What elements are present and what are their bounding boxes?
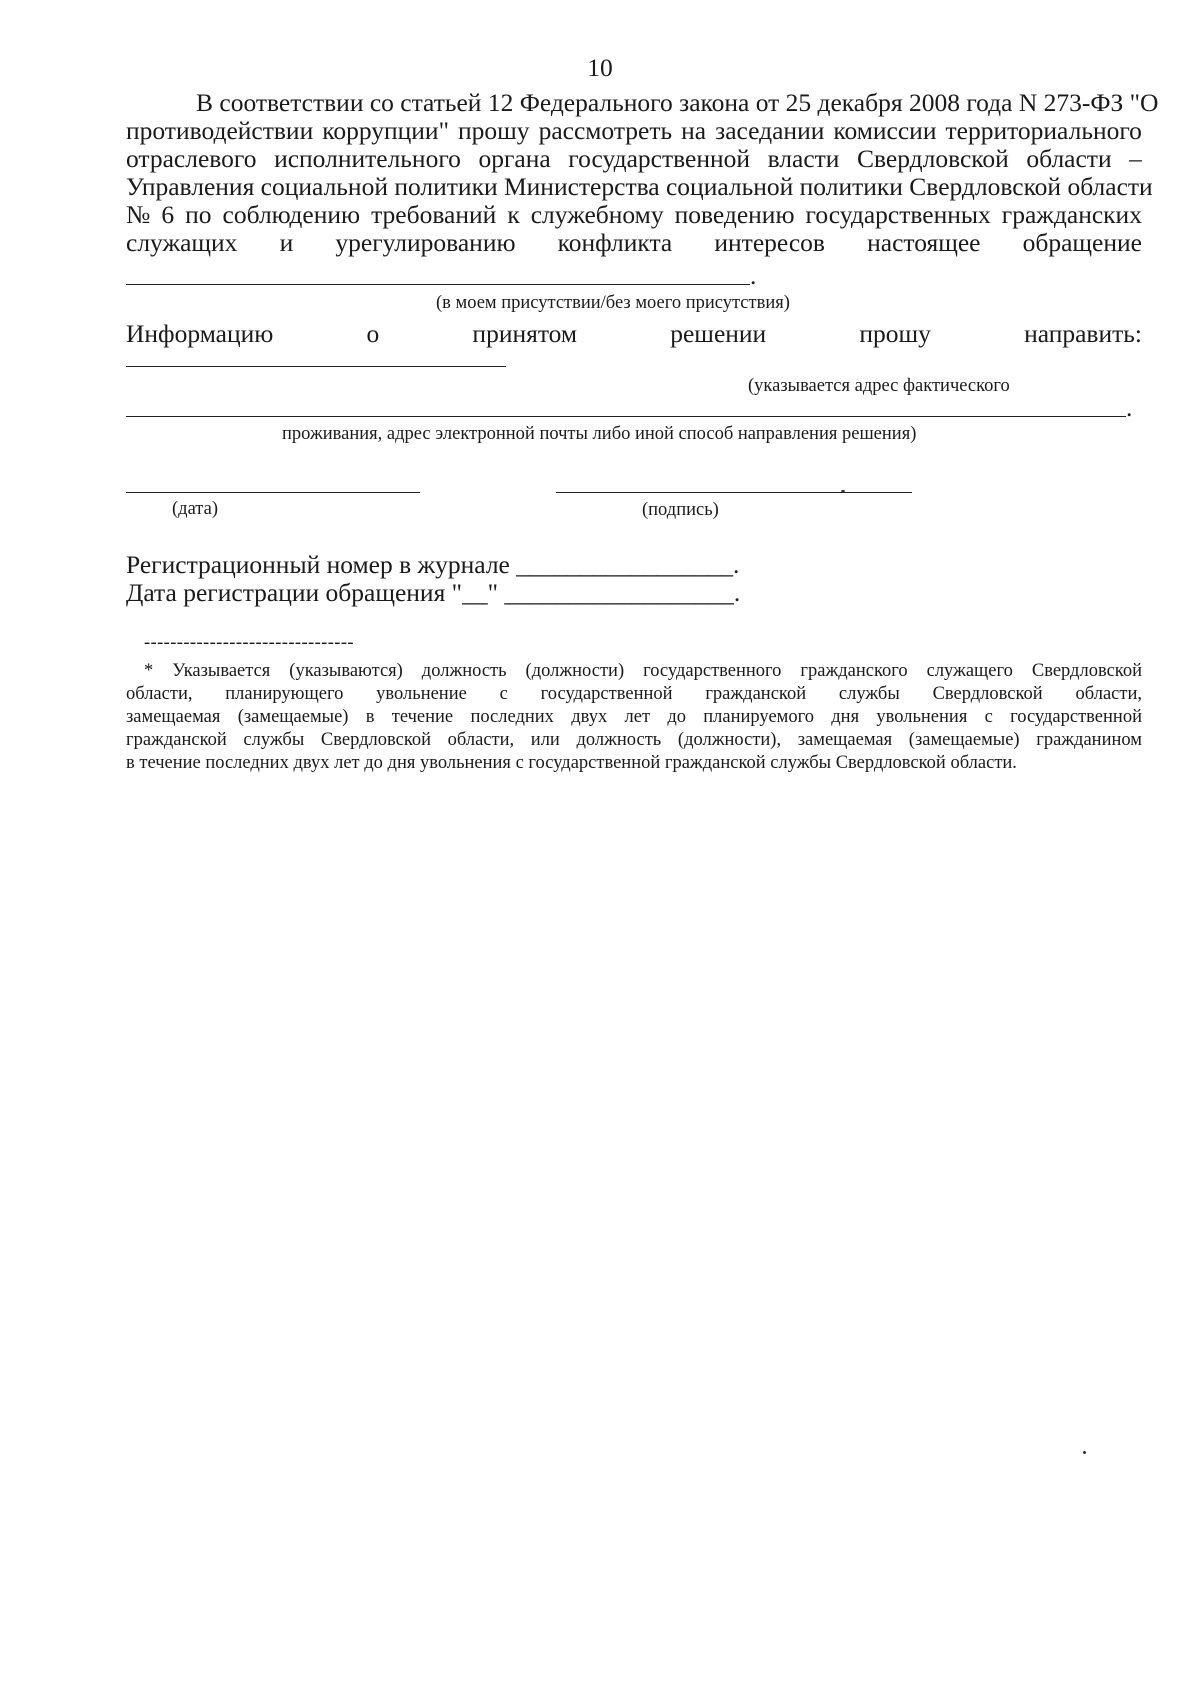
word: поведению bbox=[674, 200, 795, 229]
word: лет bbox=[624, 707, 651, 727]
word: до bbox=[667, 707, 686, 727]
signature-fill-line bbox=[556, 492, 912, 493]
word: гражданских bbox=[1001, 200, 1142, 229]
body-line-4: Управления социальной политики Министерства социальной политики Свердловской области bbox=[126, 172, 1153, 201]
page-number: 10 bbox=[587, 53, 613, 82]
footnote-line-2 bbox=[126, 683, 1142, 705]
word: по bbox=[185, 200, 212, 229]
footnote-line-3 bbox=[126, 706, 1142, 728]
word: органа bbox=[478, 144, 551, 173]
word: обращение bbox=[1022, 228, 1142, 257]
word: увольнение bbox=[376, 684, 467, 704]
address-caption-2: проживания, адрес электронной почты либо иной способ направления решения) bbox=[282, 424, 917, 444]
word: противодействии bbox=[126, 116, 314, 145]
word: области bbox=[1026, 144, 1112, 173]
word: прошу bbox=[859, 319, 931, 348]
word: двух bbox=[571, 707, 608, 727]
word: решении bbox=[670, 319, 767, 348]
word: с bbox=[984, 707, 993, 727]
word: планирующего bbox=[225, 684, 344, 704]
word: увольнения bbox=[876, 707, 968, 727]
word: области, bbox=[1075, 684, 1142, 704]
signature-caption: (подпись) bbox=[642, 500, 719, 520]
address-line-end: . bbox=[1126, 393, 1133, 422]
presence-line-end: . bbox=[750, 261, 757, 290]
word: комиссии bbox=[833, 116, 937, 145]
address-fill-line bbox=[126, 416, 1126, 417]
word: интересов bbox=[714, 228, 825, 257]
word: планируемого bbox=[703, 707, 814, 727]
word: государственной bbox=[568, 144, 751, 173]
body-line-3 bbox=[126, 145, 1142, 173]
word: государственной bbox=[1010, 707, 1142, 727]
word: службы bbox=[838, 684, 900, 704]
word: Свердловской bbox=[932, 684, 1043, 704]
word: заседании bbox=[715, 116, 825, 145]
registration-date: Дата регистрации обращения "__" __________________. bbox=[126, 578, 741, 607]
registration-number: Регистрационный номер в журнале _________________. bbox=[126, 550, 740, 579]
word: рассмотреть bbox=[538, 116, 673, 145]
word: государственных bbox=[805, 200, 991, 229]
footnote-line-1: * Указывается (указываются) должность (должности) государственного гражданского служащего Свердловской bbox=[144, 661, 1142, 681]
word: служащих bbox=[126, 228, 238, 257]
body-line-5 bbox=[126, 201, 1142, 229]
address-caption-1: (указывается адрес фактического bbox=[748, 376, 1010, 396]
body-line-6 bbox=[126, 229, 1142, 257]
word: к bbox=[507, 200, 520, 229]
word: исполнительного bbox=[274, 144, 461, 173]
body-line-1: В соответствии со статьей 12 Федерального закона от 25 декабря 2008 года N 273-ФЗ "О bbox=[196, 88, 1159, 117]
word: о bbox=[366, 319, 380, 348]
word: конфликта bbox=[557, 228, 673, 257]
word: территориального bbox=[945, 116, 1142, 145]
word: Свердловской bbox=[857, 144, 1009, 173]
word: в bbox=[365, 707, 375, 727]
word: требований bbox=[371, 200, 497, 229]
word: и bbox=[279, 228, 294, 257]
word: с bbox=[499, 684, 508, 704]
info-request-line bbox=[126, 320, 1142, 348]
word: замещаемая bbox=[126, 707, 221, 727]
word: последних bbox=[470, 707, 554, 727]
word: настоящее bbox=[867, 228, 981, 257]
word: соблюдению bbox=[222, 200, 361, 229]
scan-speck bbox=[1083, 1451, 1086, 1454]
word: на bbox=[681, 116, 707, 145]
word: коррупции" bbox=[322, 116, 449, 145]
word: 6 bbox=[161, 200, 175, 229]
footnote-line-5: в течение последних двух лет до дня увольнения с государственной гражданской службы Свердловской области. bbox=[126, 753, 1017, 773]
word: – bbox=[1129, 144, 1142, 173]
word: области, bbox=[126, 684, 193, 704]
word: урегулированию bbox=[335, 228, 516, 257]
word: дня bbox=[831, 707, 860, 727]
word: (замещаемые) bbox=[237, 707, 349, 727]
date-caption: (дата) bbox=[172, 499, 218, 519]
footnote-line-4: гражданской службы Свердловской области, или должность (должности), замещаемая (замещаемые) гражданином bbox=[126, 730, 1142, 750]
scan-speck bbox=[841, 490, 845, 492]
footnote-separator: -------------------------------- bbox=[144, 633, 354, 653]
word: отраслевого bbox=[126, 144, 257, 173]
word: гражданской bbox=[705, 684, 807, 704]
info-fill-line bbox=[126, 366, 506, 367]
word: власти bbox=[767, 144, 840, 173]
presence-caption: (в моем присутствии/без моего присутствия) bbox=[436, 293, 790, 313]
word: принятом bbox=[472, 319, 578, 348]
word: служебному bbox=[530, 200, 664, 229]
word: государственной bbox=[540, 684, 673, 704]
word: течение bbox=[391, 707, 454, 727]
presence-fill-line bbox=[126, 284, 750, 285]
word: Информацию bbox=[126, 319, 274, 348]
date-fill-line bbox=[126, 492, 420, 493]
word: направить: bbox=[1024, 319, 1142, 348]
word: № bbox=[126, 200, 151, 229]
word: прошу bbox=[458, 116, 530, 145]
body-line-2 bbox=[126, 117, 1142, 145]
